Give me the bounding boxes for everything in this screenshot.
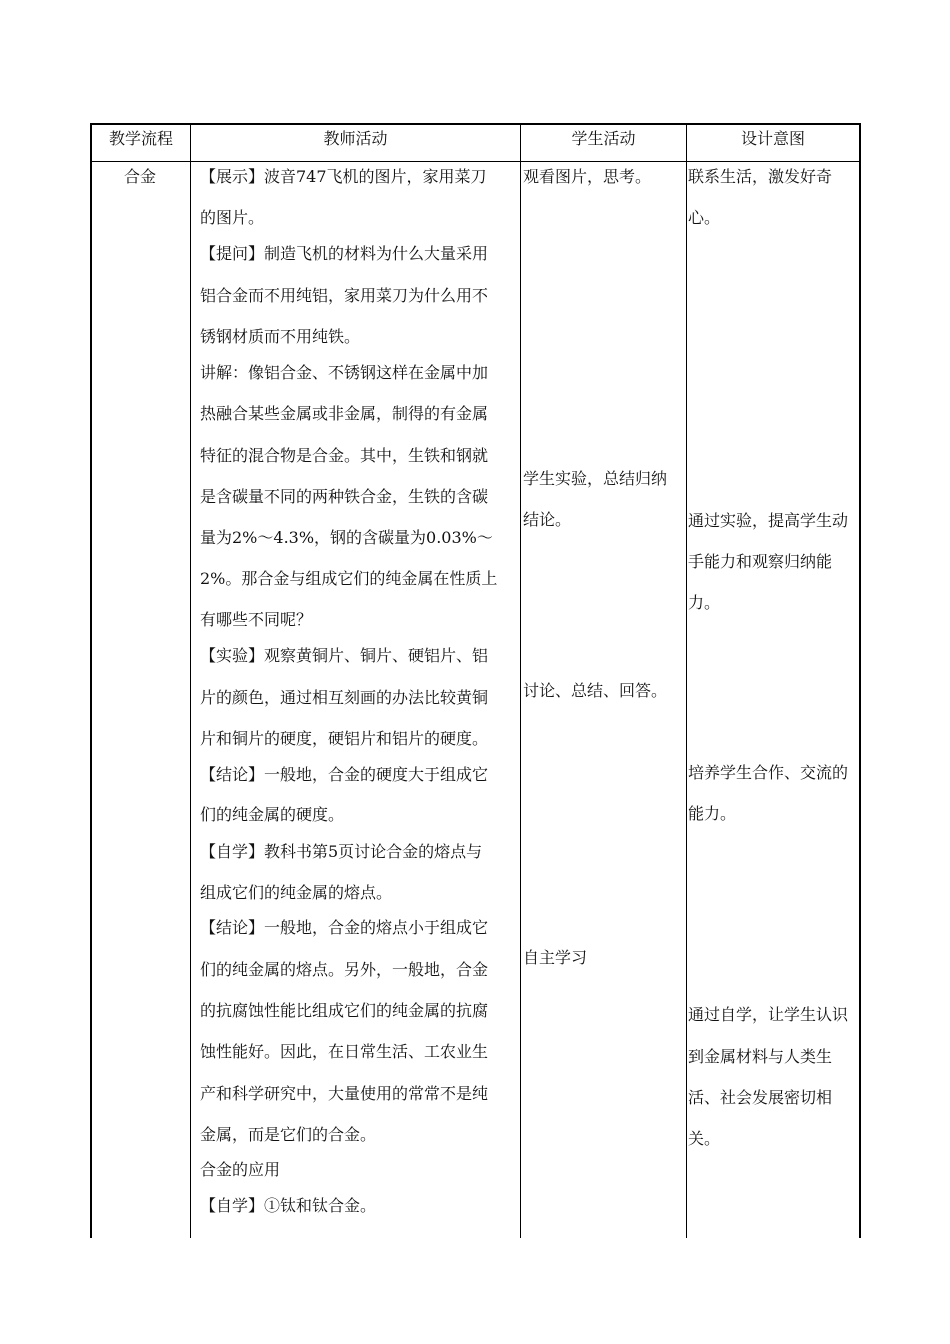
teacher-line: 热融合某些金属或非金属，制得的有金属 xyxy=(200,404,489,423)
header-design-intent: 设计意图 xyxy=(740,129,805,148)
teacher-line: 金属，而是它们的合金。 xyxy=(200,1125,377,1144)
table-right-border xyxy=(859,123,861,1238)
teacher-line: 特征的混合物是合金。其中，生铁和钢就 xyxy=(200,446,489,465)
teacher-line: 【自学】①钛和钛合金。 xyxy=(200,1196,377,1215)
table-left-border xyxy=(90,123,92,1238)
column-divider-2 xyxy=(520,123,521,1238)
student-line: 结论。 xyxy=(523,510,572,529)
student-line: 自主学习 xyxy=(523,948,588,967)
design-line: 心。 xyxy=(688,208,721,227)
column-divider-3 xyxy=(686,123,687,1238)
teacher-line: 片和铜片的硬度，硬铝片和铝片的硬度。 xyxy=(200,729,489,748)
teacher-line: 2%。那合金与组成它们的纯金属在性质上 xyxy=(200,569,498,588)
header-flow: 教学流程 xyxy=(108,129,173,148)
teacher-line: 【结论】一般地，合金的硬度大于组成它 xyxy=(200,765,489,784)
design-line: 关。 xyxy=(688,1129,721,1148)
teacher-line: 的图片。 xyxy=(200,208,265,227)
design-line: 活、社会发展密切相 xyxy=(688,1088,833,1107)
design-line: 培养学生合作、交流的 xyxy=(688,763,849,782)
teacher-line: 铝合金而不用纯铝，家用菜刀为什么用不 xyxy=(200,286,489,305)
teacher-line: 有哪些不同呢？ xyxy=(200,610,313,629)
teacher-line: 蚀性能好。因此，在日常生活、工农业生 xyxy=(200,1042,489,1061)
design-line: 通过实验，提高学生动 xyxy=(688,511,849,530)
student-line: 学生实验，总结归纳 xyxy=(523,469,668,488)
teacher-line: 讲解：像铝合金、不锈钢这样在金属中加 xyxy=(200,363,489,382)
design-line: 力。 xyxy=(688,593,721,612)
teacher-line: 是含碳量不同的两种铁合金，生铁的含碳 xyxy=(200,487,489,506)
teacher-line: 片的颜色，通过相互刻画的办法比较黄铜 xyxy=(200,688,489,707)
column-divider-1 xyxy=(190,123,191,1238)
teacher-line: 们的纯金属的熔点。另外，一般地，合金 xyxy=(200,960,489,979)
teacher-line: 合金的应用 xyxy=(200,1160,281,1179)
teacher-line: 组成它们的纯金属的熔点。 xyxy=(200,883,393,902)
design-line: 手能力和观察归纳能 xyxy=(688,552,833,571)
design-line: 联系生活，激发好奇 xyxy=(688,167,833,186)
teacher-line: 【结论】一般地，合金的熔点小于组成它 xyxy=(200,918,489,937)
teacher-line: 量为2%～4.3%，钢的含碳量为0.03%～ xyxy=(200,528,493,547)
design-line: 能力。 xyxy=(688,804,737,823)
header-student-activity: 学生活动 xyxy=(571,129,636,148)
flow-cell: 合金 xyxy=(124,167,157,186)
teacher-line: 锈钢材质而不用纯铁。 xyxy=(200,327,361,346)
teacher-line: 【实验】观察黄铜片、铜片、硬铝片、铝 xyxy=(200,646,489,665)
design-line: 到金属材料与人类生 xyxy=(688,1047,833,1066)
header-teacher-activity: 教师活动 xyxy=(323,129,388,148)
teacher-line: 的抗腐蚀性能比组成它们的纯金属的抗腐 xyxy=(200,1001,489,1020)
student-line: 观看图片，思考。 xyxy=(523,167,652,186)
teacher-line: 【提问】制造飞机的材料为什么大量采用 xyxy=(200,244,489,263)
teacher-line: 【展示】波音747飞机的图片，家用菜刀 xyxy=(200,167,487,186)
teacher-line: 们的纯金属的硬度。 xyxy=(200,805,345,824)
teacher-line: 产和科学研究中，大量使用的常常不是纯 xyxy=(200,1084,489,1103)
student-line: 讨论、总结、回答。 xyxy=(523,681,668,700)
teacher-line: 【自学】教科书第5页讨论合金的熔点与 xyxy=(200,842,483,861)
design-line: 通过自学，让学生认识 xyxy=(688,1005,849,1024)
